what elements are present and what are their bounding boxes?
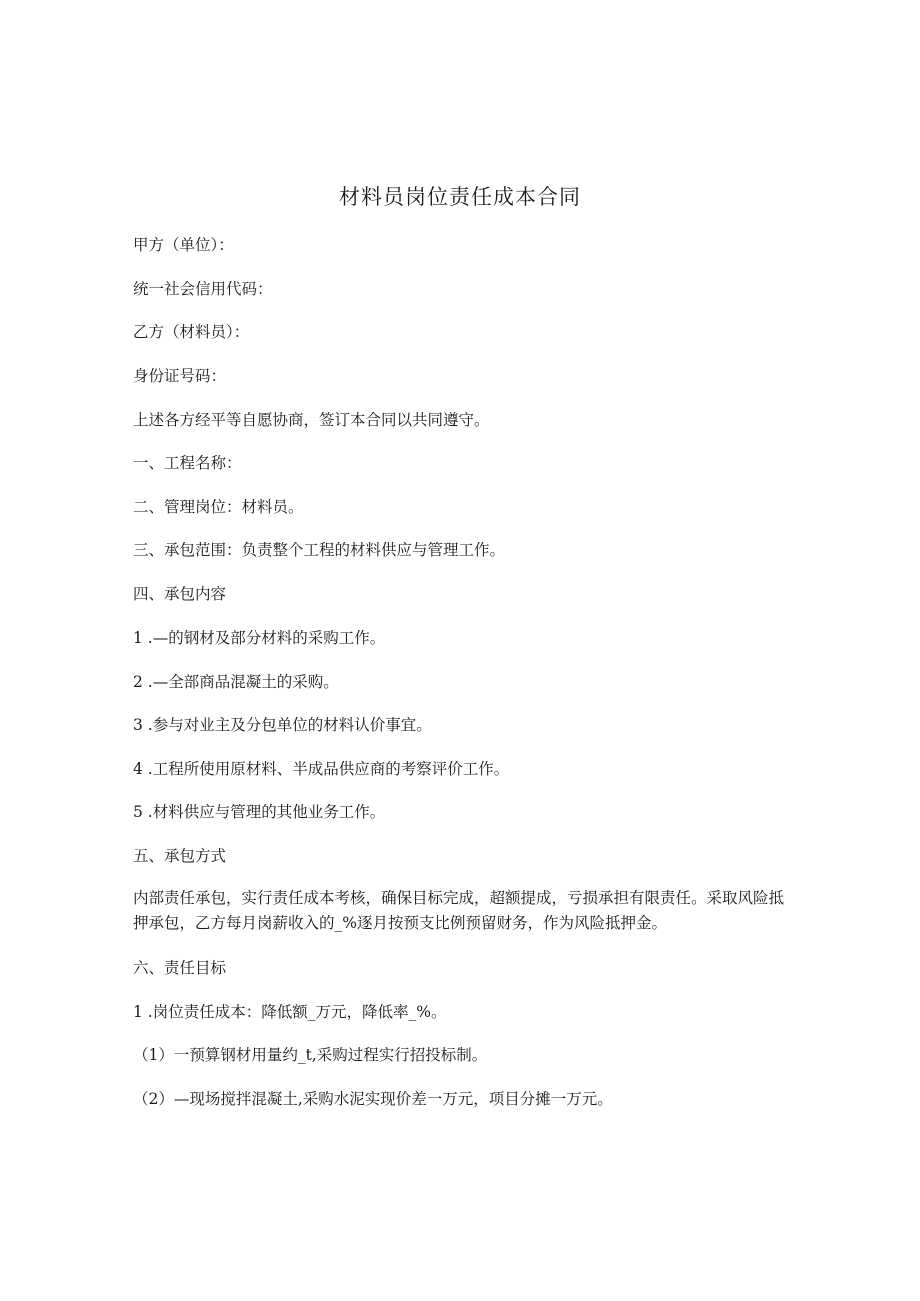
document-title: 材料员岗位责任成本合同 [339, 185, 581, 209]
party-a-line: 甲方（单位）： [133, 236, 234, 254]
list-item: 5 .材料供应与管理的其他业务工作。 [133, 803, 386, 821]
list-item: （2）—现场搅拌混凝土,采购水泥实现价差一万元，项目分摊一万元。 [133, 1090, 613, 1108]
section-3-heading: 三、承包范围：负责整个工程的材料供应与管理工作。 [133, 541, 506, 559]
contract-method-paragraph: 内部责任承包，实行责任成本考核，确保目标完成，超额提成，亏损承担有限责任。采取风险抵押承包，乙方每月岗薪收入的_%逐月按预支比例预留财务，作为风险抵押金。 [133, 889, 785, 932]
section-6-heading: 六、责任目标 [133, 959, 227, 977]
party-b-line: 乙方（材料员）： [133, 323, 250, 341]
list-item: 1 .—的钢材及部分材料的采购工作。 [133, 629, 386, 647]
preamble-line: 上述各方经平等自愿协商，签订本合同以共同遵守。 [133, 411, 490, 429]
section-5-heading: 五、承包方式 [133, 847, 227, 865]
credit-code-line: 统一社会信用代码： [133, 280, 273, 298]
id-number-line: 身份证号码： [133, 367, 227, 385]
list-item: （1）一预算钢材用量约_t,采购过程实行招投标制。 [133, 1046, 488, 1064]
list-item: 1 .岗位责任成本：降低额_万元，降低率_%。 [133, 1003, 447, 1021]
list-item: 2 .—全部商品混凝土的采购。 [133, 673, 339, 691]
list-item: 4 .工程所使用原材料、半成品供应商的考察评价工作。 [133, 760, 510, 778]
list-item: 3 .参与对业主及分包单位的材料认价事宜。 [133, 716, 432, 734]
section-1-heading: 一、工程名称： [133, 454, 242, 472]
section-2-heading: 二、管理岗位：材料员。 [133, 498, 304, 516]
section-4-heading: 四、承包内容 [133, 585, 227, 603]
